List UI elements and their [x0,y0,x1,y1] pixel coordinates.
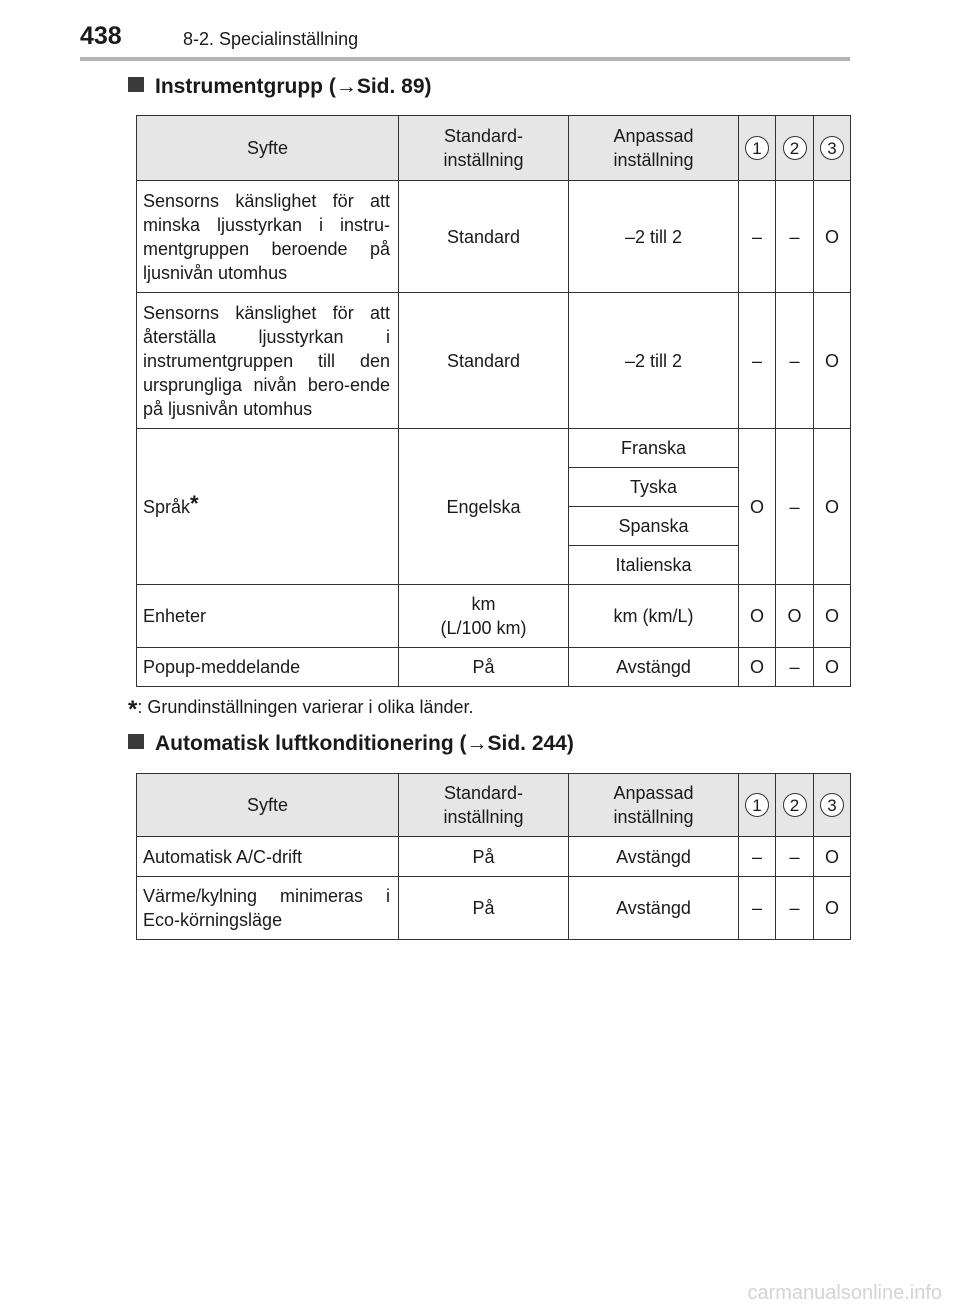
row-method-2: – [776,837,814,877]
section-title-automatic-ac [128,732,574,756]
instrument-cluster-table [136,115,851,687]
column-header-default-text: Standard- inställning [443,126,524,170]
row-default-text: km (L/100 km) [440,594,527,638]
language-option: Tyska [569,468,739,507]
row-method-3: O [814,429,851,585]
column-header-custom [569,774,739,837]
section-title-instrument-cluster [128,75,432,99]
chapter-title: 8-2. Specialinställning [183,29,359,49]
column-header-method-2 [776,774,814,837]
circled-number-1-icon: 1 [745,136,769,160]
language-option: Franska [569,429,739,468]
row-method-2: – [776,648,814,687]
row-method-1: O [739,429,776,585]
row-custom: –2 till 2 [569,181,739,293]
square-bullet-icon [128,77,144,92]
automatic-ac-table [136,773,851,940]
column-header-method-2 [776,116,814,181]
section-title-text: Automatisk luftkonditionering (→Sid. 244) [155,732,574,755]
circled-number-3-icon: 3 [820,793,844,817]
row-method-1: O [739,585,776,648]
row-custom: –2 till 2 [569,293,739,429]
circled-number-2-icon: 2 [783,793,807,817]
row-method-3: O [814,293,851,429]
circled-number-3-icon: 3 [820,136,844,160]
column-header-method-1 [739,116,776,181]
row-default: På [399,648,569,687]
row-method-2: – [776,293,814,429]
row-custom: Avstängd [569,648,739,687]
square-bullet-icon [128,734,144,749]
row-custom: Avstängd [569,877,739,940]
table-row [137,877,851,940]
table-row [137,837,851,877]
row-method-3: O [814,837,851,877]
column-header-purpose: Syfte [137,116,399,181]
row-purpose: Sensorns känslighet för att minska ljusstyrkan i instru-mentgruppen beroende på ljusnivån utomhus [137,181,399,293]
column-header-purpose: Syfte [137,774,399,837]
row-purpose-language [137,429,399,585]
column-header-default [399,116,569,181]
row-method-2: – [776,429,814,585]
language-option: Spanska [569,507,739,546]
footnote-marker: * [190,490,199,516]
column-header-default-text: Standard- inställning [443,783,524,827]
table-header-row [137,774,851,837]
row-default: Standard [399,293,569,429]
footnote-text: : Grundinställningen varierar i olika länder. [137,697,474,717]
watermark: carmanualsonline.info [747,1282,942,1304]
row-method-3: O [814,648,851,687]
row-purpose: Värme/kylning minimeras i Eco-körningsläge [137,877,399,940]
row-method-1: O [739,648,776,687]
row-custom: Avstängd [569,837,739,877]
row-default [399,585,569,648]
language-option: Italienska [569,546,739,585]
table-row [137,181,851,293]
column-header-method-3 [814,774,851,837]
column-header-method-1 [739,774,776,837]
column-header-method-3 [814,116,851,181]
footnote-marker: * [128,696,138,723]
row-default: På [399,837,569,877]
row-purpose: Enheter [137,585,399,648]
row-custom: km (km/L) [569,585,739,648]
header-rule [80,57,850,61]
table-header-row [137,116,851,181]
table-row [137,585,851,648]
row-purpose: Popup-meddelande [137,648,399,687]
row-method-1: – [739,293,776,429]
row-default-language: Engelska [399,429,569,585]
row-purpose: Automatisk A/C-drift [137,837,399,877]
circled-number-1-icon: 1 [745,793,769,817]
page-number: 438 [80,22,122,50]
row-method-2: O [776,585,814,648]
row-method-1: – [739,181,776,293]
table-row-language [137,429,851,468]
row-method-3: O [814,585,851,648]
column-header-custom-text: Anpassad inställning [613,126,694,170]
row-default: På [399,877,569,940]
row-default: Standard [399,181,569,293]
column-header-custom [569,116,739,181]
circled-number-2-icon: 2 [783,136,807,160]
row-method-2: – [776,877,814,940]
row-method-2: – [776,181,814,293]
column-header-default [399,774,569,837]
table-row [137,648,851,687]
row-method-1: – [739,837,776,877]
column-header-custom-text: Anpassad inställning [613,783,694,827]
row-method-3: O [814,181,851,293]
section-title-text: Instrumentgrupp (→Sid. 89) [155,75,432,98]
row-purpose: Sensorns känslighet för att återställa ljusstyrkan i instrumentgruppen till den ursprungliga nivån bero-ende på ljusnivån utomhus [137,293,399,429]
language-label: Språk [143,496,191,517]
row-method-3: O [814,877,851,940]
table-row [137,293,851,429]
footnote [128,696,474,724]
row-method-1: – [739,877,776,940]
